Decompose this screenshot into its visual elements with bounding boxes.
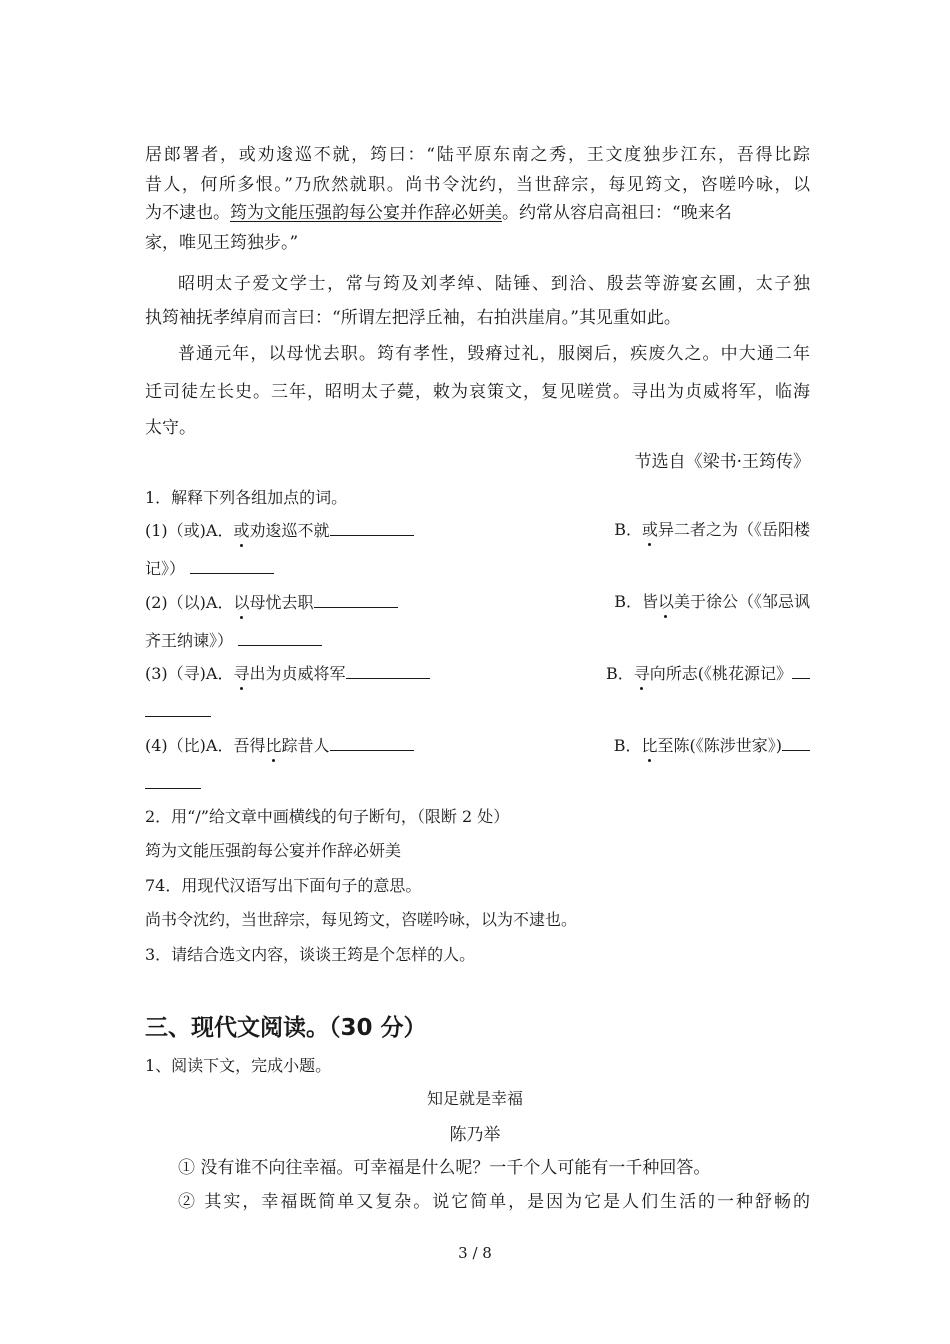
item-a: (2)（以)A．以母忧去职 (145, 591, 398, 614)
article-paragraph: ② 其实，幸福既简单又复杂。说它简单，是因为它是人们生活的一种舒畅的 (178, 1192, 810, 1212)
question-74-title: 74．用现代汉语写出下面句子的意思。 (145, 876, 422, 895)
question-1-item-1 (145, 519, 810, 542)
item-b: B．或异二者之为（《岳阳楼 (614, 520, 810, 539)
passage-source: 节选自《梁书·王筠传》 (634, 452, 810, 472)
question-74-sentence: 尚书令沈约，当世辞宗，每见筠文，咨嗟吟咏，以为不逮也。 (145, 910, 578, 929)
article-title: 知足就是幸福 (426, 1089, 523, 1108)
dotted-word: 以 (657, 592, 674, 611)
passage-text: 为不逮也。 (145, 203, 230, 223)
answer-blank[interactable] (782, 734, 810, 751)
item-a: (3)（寻)A．寻出为贞威将军 (145, 662, 430, 685)
answer-blank[interactable] (346, 662, 430, 679)
passage-text: 。约常从容启高祖曰：“晚来名 (502, 203, 732, 223)
item-b: B．比至陈(《陈涉世家》) (614, 734, 810, 757)
question-2-title: 2．用“/”给文章中画横线的句子断句，（限断 2 处） (145, 807, 510, 826)
dotted-word: 比 (641, 736, 658, 755)
article-author: 陈乃举 (449, 1125, 501, 1145)
answer-blank[interactable] (145, 700, 211, 717)
section-instruction: 1、阅读下文，完成小题。 (145, 1056, 332, 1075)
dotted-word: 比 (265, 736, 282, 755)
dotted-word: 寻 (233, 664, 250, 683)
question-1-item-4-cont (145, 772, 810, 795)
answer-blank[interactable] (190, 557, 274, 574)
question-1-item-4 (145, 734, 810, 757)
passage-line: 执筠袖抚孝绰肩而言曰：“所谓左把浮丘袖，右拍洪崖肩。”其见重如此。 (145, 308, 681, 328)
passage-line (145, 202, 810, 224)
page-number: 3 / 8 (458, 1244, 492, 1262)
dotted-word: 或 (641, 520, 658, 539)
item-b: B．寻向所志(《桃花源记》 (606, 662, 810, 685)
dotted-word: 寻 (633, 664, 650, 683)
question-1-item-2-cont: 齐王纳谏》） (145, 629, 810, 652)
article-paragraph: ① 没有谁不向往幸福。可幸福是什么呢？一千个人可能有一千种回答。 (178, 1158, 711, 1178)
question-1-item-3 (145, 662, 810, 685)
passage-line: 普通元年，以母忧去职。筠有孝性，毁瘠过礼，服阕后，疾废久之。中大通二年 (178, 344, 810, 364)
answer-blank[interactable] (330, 519, 414, 536)
item-b: B．皆以美于徐公（《邹忌讽 (614, 592, 810, 611)
question-1-item-3-cont (145, 700, 810, 723)
question-3-title: 3．请结合选文内容，谈谈王筠是个怎样的人。 (145, 945, 476, 964)
passage-line: 昭明太子爱文学士，常与筠及刘孝绰、陆锤、到洽、殷芸等游宴玄圃，太子独 (178, 274, 810, 294)
answer-blank[interactable] (238, 629, 322, 646)
item-a: (4)（比)A．吾得比踪昔人 (145, 734, 414, 757)
passage-line: 太守。 (145, 418, 196, 438)
answer-blank[interactable] (314, 591, 398, 608)
question-1-item-1-cont: 记》） (145, 557, 810, 580)
passage-line: 家，唯见王筠独步。” (145, 233, 299, 253)
question-2-sentence: 筠为文能压强韵每公宴并作辞必妍美 (145, 841, 402, 860)
section-heading: 三、现代文阅读。（30 分） (145, 1015, 427, 1041)
question-1-item-2 (145, 591, 810, 614)
passage-line: 迁司徒左长史。三年，昭明太子薨，敕为哀策文，复见嗟赏。寻出为贞威将军，临海 (145, 382, 810, 402)
item-a: (1)（或)A．或劝逡巡不就 (145, 519, 414, 542)
answer-blank[interactable] (330, 734, 414, 751)
underlined-sentence: 筠为文能压强韵每公宴并作辞必妍美 (230, 203, 502, 223)
answer-blank[interactable] (145, 772, 201, 789)
passage-line: 昔人，何所多恨。”乃欣然就职。尚书令沈约，当世辞宗，每见筠文，咨嗟吟咏，以 (145, 175, 810, 195)
dotted-word: 以 (233, 593, 250, 612)
question-1-title: 1．解释下列各组加点的词。 (145, 488, 348, 507)
answer-blank[interactable] (792, 662, 810, 679)
passage-line: 居郎署者，或劝逡巡不就，筠曰：“陆平原东南之秀，王文度独步江东，吾得比踪 (145, 145, 810, 165)
dotted-word: 或 (233, 521, 250, 540)
